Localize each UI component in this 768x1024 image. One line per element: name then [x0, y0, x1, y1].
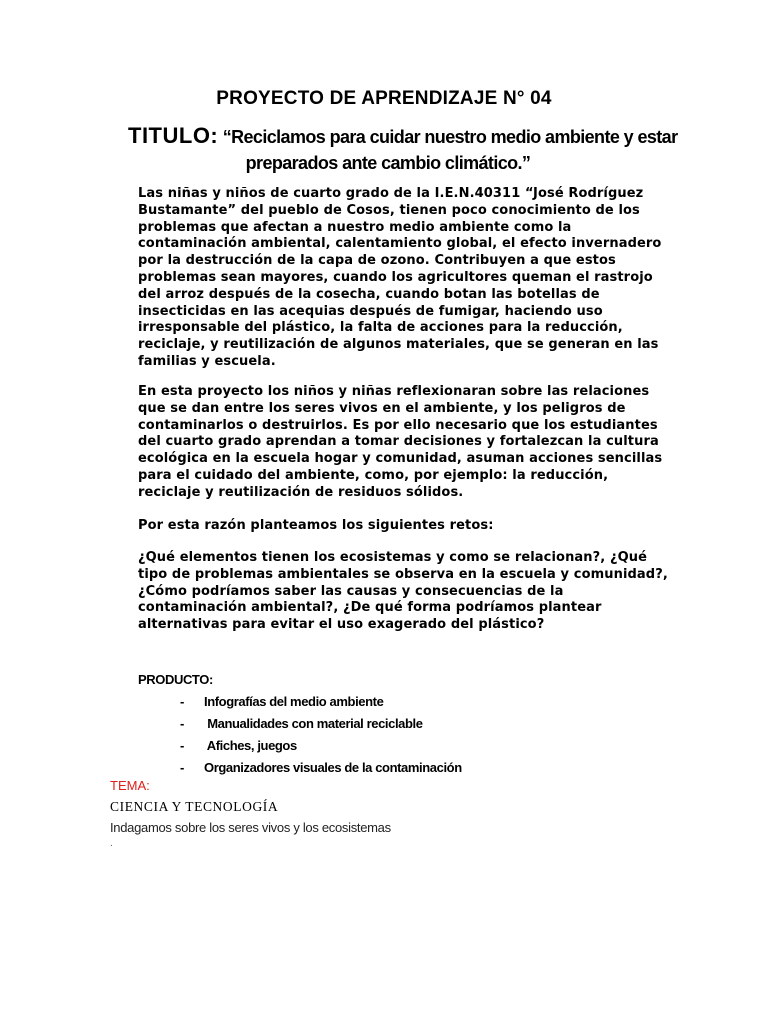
list-item — [180, 712, 462, 734]
list-dash: - — [180, 715, 184, 731]
paragraph-retos: ¿Qué elementos tienen los ecosistemas y como se relacionan?, ¿Qué tipo de problemas ambientales se observa en la escuela y comunidad?, ¿Cómo podríamos saber las causas y consecuencias de la contaminación ambiental?, ¿De qué forma podríamos plantear alternativas para evitar el uso exagerado del plástico? — [138, 550, 668, 633]
list-dash: - — [180, 737, 184, 753]
list-item-text: Afiches, juegos — [204, 737, 297, 753]
list-dash: - — [180, 693, 184, 709]
project-title — [128, 124, 688, 175]
paragraph-intro: Las niñas y niños de cuarto grado de la I.E.N.40311 “José Rodríguez Bustamante” del pueblo de Cosos, tienen poco conocimiento de los problemas que afectan a nuestro medio ambiente como la contaminación ambiental, calentamiento global, el efecto invernadero por la destrucción de la capa de ozono. Contribuyen a que estos problemas sean mayores, cuando los agricultores queman el rastrojo del arroz después de la cosecha, cuando botan las botellas de insecticidas en las acequias después de fumigar, haciendo uso irresponsable del plástico, la falta de acciones para la reducción, reciclaje, y reutilización de algunos materiales, que se generan en las familias y escuela. — [138, 186, 662, 369]
topic-subtitle: Indagamos sobre los seres vivos y los ecosistemas — [110, 820, 391, 835]
list-item — [180, 756, 462, 778]
paragraph-retos-intro: Por esta razón planteamos los siguientes retos: — [138, 518, 494, 533]
trailing-mark: . — [110, 838, 113, 849]
producto-list — [180, 690, 462, 778]
paragraph-project: En esta proyecto los niños y niñas reflexionaran sobre las relaciones que se dan entre los seres vivos en el ambiente, y los peligros de contaminarlos o destruirlos. Es por ello necesario que los estudiantes del cuarto grado aprendan a tomar decisiones y fortalezcan la cultura ecológica en la escuela hogar y comunidad, asuman acciones sencillas para el cuidado del ambiente, como, por ejemplo: la reducción, reciclaje y reutilización de residuos sólidos. — [138, 384, 663, 500]
list-item-text: Manualidades con material reciclable — [204, 715, 423, 731]
subject-area: CIENCIA Y TECNOLOGÍA — [110, 799, 279, 814]
list-item — [180, 734, 462, 756]
project-heading: PROYECTO DE APRENDIZAJE N° 04 — [216, 88, 552, 109]
list-item — [180, 690, 462, 712]
list-item-text: Infografías del medio ambiente — [204, 693, 384, 709]
title-line-1: “Reciclamos para cuidar nuestro medio ambiente y estar — [222, 127, 678, 147]
list-item-text: Organizadores visuales de la contaminación — [204, 759, 462, 775]
list-dash: - — [180, 759, 184, 775]
title-label: TITULO: — [128, 123, 219, 148]
title-line-2: preparados ante cambio climático.” — [245, 153, 531, 173]
tema-label: TEMA: — [110, 778, 150, 793]
producto-label: PRODUCTO: — [138, 672, 213, 687]
